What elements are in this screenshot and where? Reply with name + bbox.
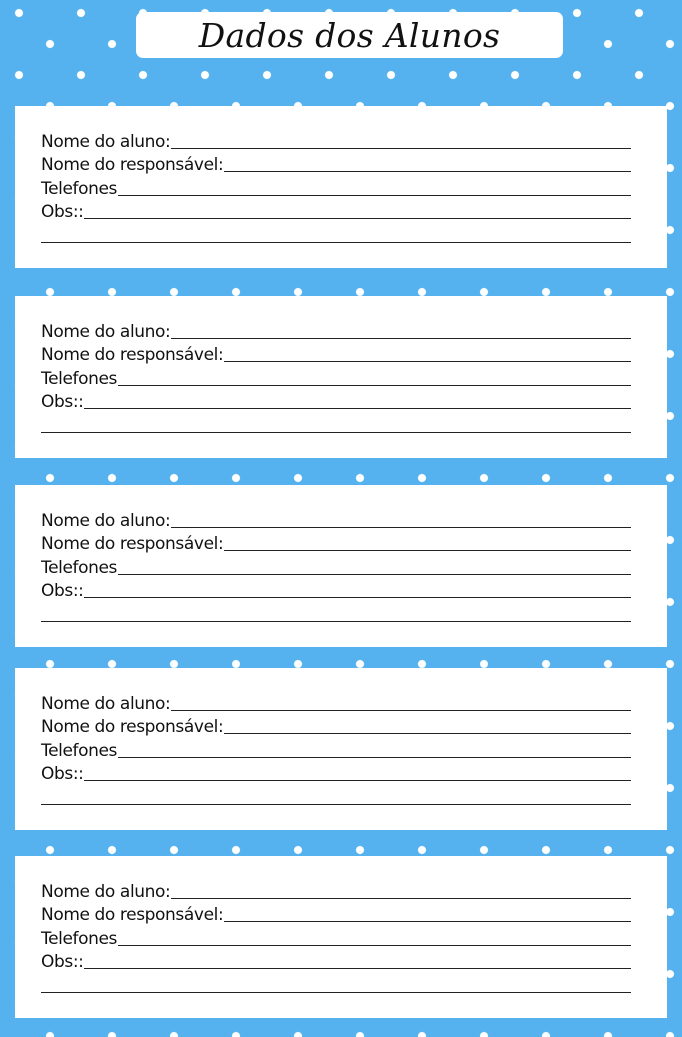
notes-field[interactable] [84, 407, 631, 409]
student-name-label: Nome do aluno: [41, 131, 171, 152]
student-name-field[interactable] [171, 709, 631, 711]
notes-line [41, 199, 631, 223]
guardian-name-field[interactable] [224, 920, 631, 922]
phones-field[interactable] [118, 573, 631, 575]
guardian-name-field[interactable] [224, 549, 631, 551]
student-name-line [41, 507, 631, 531]
student-name-label: Nome do aluno: [41, 881, 171, 902]
notes-extra-line [41, 972, 631, 996]
guardian-name-label: Nome do responsável: [41, 905, 224, 925]
notes-line [41, 949, 631, 973]
phones-field[interactable] [118, 756, 631, 758]
notes-extra-line [41, 601, 631, 625]
phones-field[interactable] [118, 944, 631, 946]
guardian-name-line [41, 342, 631, 366]
phones-field[interactable] [118, 384, 631, 386]
phones-line [41, 365, 631, 389]
student-name-label: Nome do aluno: [41, 693, 171, 714]
phones-field[interactable] [118, 194, 631, 196]
guardian-name-label: Nome do responsável: [41, 534, 224, 554]
student-name-line [41, 878, 631, 902]
notes-extra-line [41, 412, 631, 436]
phones-line [41, 175, 631, 199]
notes-label: Obs:: [41, 392, 84, 412]
phones-label: Telefones [41, 740, 118, 761]
guardian-name-label: Nome do responsável: [41, 155, 224, 175]
student-name-field[interactable] [171, 897, 631, 899]
student-card [15, 856, 667, 1018]
student-name-line [41, 318, 631, 342]
student-card [15, 485, 667, 647]
notes-extra-field[interactable] [41, 620, 631, 622]
notes-field[interactable] [84, 779, 631, 781]
notes-label: Obs:: [41, 952, 84, 972]
notes-field[interactable] [84, 596, 631, 598]
notes-extra-line [41, 784, 631, 808]
student-card [15, 668, 667, 830]
notes-line [41, 578, 631, 602]
guardian-name-field[interactable] [224, 732, 631, 734]
phones-label: Telefones [41, 928, 118, 949]
guardian-name-line [41, 531, 631, 555]
guardian-name-label: Nome do responsável: [41, 717, 224, 737]
student-name-field[interactable] [171, 337, 631, 339]
guardian-name-line [41, 902, 631, 926]
page-title: Dados dos Alunos [198, 15, 501, 55]
student-name-line [41, 690, 631, 714]
notes-label: Obs:: [41, 764, 84, 784]
student-name-label: Nome do aluno: [41, 510, 171, 531]
phones-line [41, 925, 631, 949]
student-name-line [41, 128, 631, 152]
notes-field[interactable] [84, 217, 631, 219]
student-card [15, 106, 667, 268]
notes-extra-field[interactable] [41, 991, 631, 993]
notes-label: Obs:: [41, 202, 84, 222]
guardian-name-label: Nome do responsável: [41, 345, 224, 365]
notes-extra-field[interactable] [41, 241, 631, 243]
phones-label: Telefones [41, 178, 118, 199]
notes-extra-line [41, 222, 631, 246]
phones-label: Telefones [41, 368, 118, 389]
notes-field[interactable] [84, 967, 631, 969]
notes-label: Obs:: [41, 581, 84, 601]
phones-line [41, 554, 631, 578]
student-name-field[interactable] [171, 526, 631, 528]
phones-line [41, 737, 631, 761]
guardian-name-line [41, 714, 631, 738]
student-name-label: Nome do aluno: [41, 321, 171, 342]
notes-line [41, 389, 631, 413]
student-card [15, 296, 667, 458]
guardian-name-field[interactable] [224, 170, 631, 172]
student-name-field[interactable] [171, 147, 631, 149]
guardian-name-line [41, 152, 631, 176]
phones-label: Telefones [41, 557, 118, 578]
guardian-name-field[interactable] [224, 360, 631, 362]
notes-line [41, 761, 631, 785]
notes-extra-field[interactable] [41, 803, 631, 805]
notes-extra-field[interactable] [41, 431, 631, 433]
